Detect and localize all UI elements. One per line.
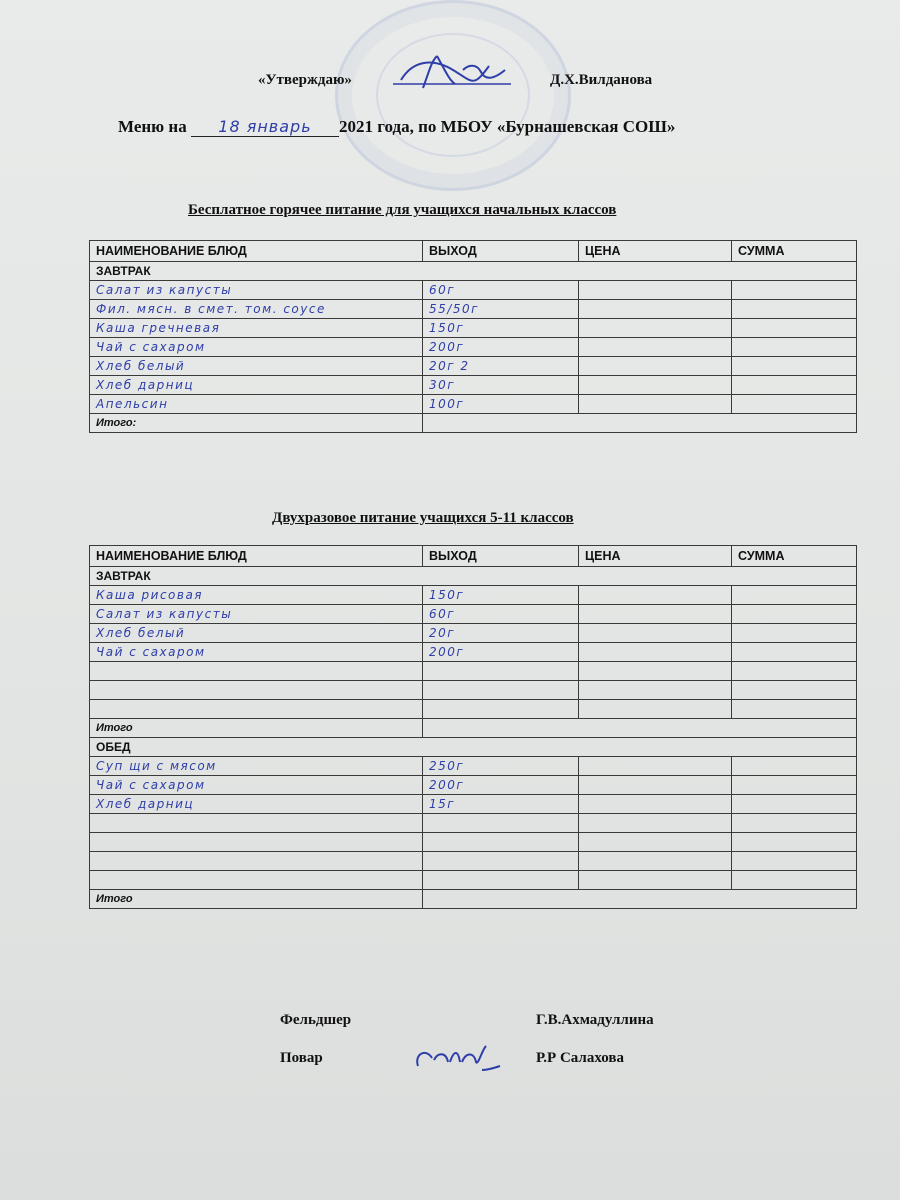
table-row xyxy=(90,357,857,376)
approval-label: «Утверждаю» xyxy=(258,72,352,88)
dish-sum xyxy=(732,319,857,338)
total-label: Итого xyxy=(90,719,423,738)
dish-name: Хлеб белый xyxy=(90,357,423,376)
dish-price xyxy=(579,643,732,662)
dish-output: 60г xyxy=(423,605,579,624)
menu-table-primary xyxy=(89,240,857,433)
col-header-sum: СУММА xyxy=(732,241,857,262)
col-header-dish: НАИМЕНОВАНИЕ БЛЮД xyxy=(90,241,423,262)
dish-sum xyxy=(732,852,857,871)
dish-name: Каша гречневая xyxy=(90,319,423,338)
dish-sum xyxy=(732,814,857,833)
dish-price xyxy=(579,376,732,395)
dish-sum xyxy=(732,376,857,395)
table-row xyxy=(90,681,857,700)
table-row xyxy=(90,795,857,814)
dish-sum xyxy=(732,643,857,662)
dish-output: 150г xyxy=(423,586,579,605)
medic-name: Г.В.Ахмадуллина xyxy=(536,1012,654,1028)
dish-name: Хлеб дарниц xyxy=(90,795,423,814)
dish-price xyxy=(579,300,732,319)
dish-price xyxy=(579,795,732,814)
total-value xyxy=(423,719,857,738)
dish-name: Фил. мясн. в смет. том. соусе xyxy=(90,300,423,319)
meal-label-breakfast: ЗАВТРАК xyxy=(90,567,857,586)
total-row xyxy=(90,414,857,433)
dish-name: Каша рисовая xyxy=(90,586,423,605)
total-row xyxy=(90,890,857,909)
dish-name: Апельсин xyxy=(90,395,423,414)
dish-output xyxy=(423,700,579,719)
dish-price xyxy=(579,395,732,414)
dish-price xyxy=(579,833,732,852)
approval-line xyxy=(258,72,698,89)
table-row xyxy=(90,300,857,319)
table-row xyxy=(90,376,857,395)
total-value xyxy=(423,890,857,909)
dish-name: Чай с сахаром xyxy=(90,776,423,795)
dish-name: Суп щи с мясом xyxy=(90,757,423,776)
dish-price xyxy=(579,586,732,605)
col-header-dish: НАИМЕНОВАНИЕ БЛЮД xyxy=(90,546,423,567)
dish-sum xyxy=(732,871,857,890)
dish-output: 20г xyxy=(423,624,579,643)
table-row xyxy=(90,852,857,871)
section2-title: Двухразовое питание учащихся 5-11 классов xyxy=(272,510,574,526)
dish-price xyxy=(579,357,732,376)
dish-price xyxy=(579,757,732,776)
dish-output: 200г xyxy=(423,643,579,662)
dish-price xyxy=(579,281,732,300)
col-header-price: ЦЕНА xyxy=(579,241,732,262)
meal-row-breakfast xyxy=(90,262,857,281)
dish-output: 100г xyxy=(423,395,579,414)
table-row xyxy=(90,643,857,662)
section1-title: Бесплатное горячее питание для учащихся начальных классов xyxy=(188,202,617,218)
dish-price xyxy=(579,662,732,681)
dish-output xyxy=(423,833,579,852)
dish-name: Салат из капусты xyxy=(90,605,423,624)
total-label: Итого xyxy=(90,890,423,909)
dish-price xyxy=(579,852,732,871)
dish-price xyxy=(579,814,732,833)
table-header-row xyxy=(90,241,857,262)
table-row xyxy=(90,776,857,795)
cook-signature xyxy=(412,1036,502,1083)
meal-label-breakfast: ЗАВТРАК xyxy=(90,262,857,281)
dish-name: Салат из капусты xyxy=(90,281,423,300)
table-row xyxy=(90,281,857,300)
meal-label-lunch: ОБЕД xyxy=(90,738,857,757)
approval-name: Д.Х.Вилданова xyxy=(550,72,653,88)
dish-sum xyxy=(732,833,857,852)
table-row xyxy=(90,871,857,890)
total-row xyxy=(90,719,857,738)
dish-name xyxy=(90,700,423,719)
dish-output: 250г xyxy=(423,757,579,776)
table-row xyxy=(90,338,857,357)
table-row xyxy=(90,319,857,338)
dish-sum xyxy=(732,662,857,681)
dish-sum xyxy=(732,281,857,300)
table-header-row xyxy=(90,546,857,567)
dish-sum xyxy=(732,338,857,357)
table-row xyxy=(90,662,857,681)
cook-name: Р.Р Салахова xyxy=(536,1050,624,1066)
dish-name xyxy=(90,681,423,700)
table-row xyxy=(90,395,857,414)
dish-name: Хлеб дарниц xyxy=(90,376,423,395)
dish-price xyxy=(579,700,732,719)
meal-row-lunch xyxy=(90,738,857,757)
total-value xyxy=(423,414,857,433)
dish-name xyxy=(90,871,423,890)
cook-role: Повар xyxy=(280,1050,323,1066)
dish-sum xyxy=(732,395,857,414)
table-row xyxy=(90,605,857,624)
dish-sum xyxy=(732,700,857,719)
dish-name xyxy=(90,833,423,852)
dish-sum xyxy=(732,357,857,376)
meal-row-breakfast xyxy=(90,567,857,586)
dish-output xyxy=(423,852,579,871)
dish-sum xyxy=(732,624,857,643)
dish-sum xyxy=(732,757,857,776)
dish-name: Хлеб белый xyxy=(90,624,423,643)
menu-table-secondary xyxy=(89,545,857,909)
dish-output xyxy=(423,662,579,681)
col-header-sum: СУММА xyxy=(732,546,857,567)
table-row xyxy=(90,757,857,776)
dish-sum xyxy=(732,795,857,814)
dish-name: Чай с сахаром xyxy=(90,338,423,357)
col-header-price: ЦЕНА xyxy=(579,546,732,567)
dish-name xyxy=(90,814,423,833)
dish-sum xyxy=(732,681,857,700)
dish-output xyxy=(423,814,579,833)
dish-sum xyxy=(732,300,857,319)
menu-prefix: Меню на xyxy=(118,117,187,136)
table-row xyxy=(90,700,857,719)
menu-date-line xyxy=(118,117,838,137)
dish-output: 200г xyxy=(423,776,579,795)
dish-sum xyxy=(732,586,857,605)
dish-price xyxy=(579,319,732,338)
dish-output: 30г xyxy=(423,376,579,395)
menu-suffix: 2021 года, по МБОУ «Бурнашевская СОШ» xyxy=(338,117,676,136)
medic-role: Фельдшер xyxy=(280,1012,352,1028)
total-label: Итого: xyxy=(90,414,423,433)
dish-output xyxy=(423,871,579,890)
table-row xyxy=(90,624,857,643)
dish-output: 200г xyxy=(423,338,579,357)
dish-price xyxy=(579,871,732,890)
dish-price xyxy=(579,681,732,700)
dish-sum xyxy=(732,776,857,795)
table-row xyxy=(90,833,857,852)
dish-name xyxy=(90,662,423,681)
dish-price xyxy=(579,776,732,795)
menu-date-handwritten: 18 январь xyxy=(191,117,339,137)
col-header-output: ВЫХОД xyxy=(423,241,579,262)
dish-output: 20г 2 xyxy=(423,357,579,376)
approval-signature xyxy=(393,50,513,103)
dish-price xyxy=(579,624,732,643)
dish-output: 150г xyxy=(423,319,579,338)
dish-sum xyxy=(732,605,857,624)
dish-price xyxy=(579,605,732,624)
dish-output xyxy=(423,681,579,700)
table-row xyxy=(90,814,857,833)
dish-name xyxy=(90,852,423,871)
col-header-output: ВЫХОД xyxy=(423,546,579,567)
dish-output: 55/50г xyxy=(423,300,579,319)
dish-output: 60г xyxy=(423,281,579,300)
table-row xyxy=(90,586,857,605)
dish-price xyxy=(579,338,732,357)
dish-name: Чай с сахаром xyxy=(90,643,423,662)
dish-output: 15г xyxy=(423,795,579,814)
